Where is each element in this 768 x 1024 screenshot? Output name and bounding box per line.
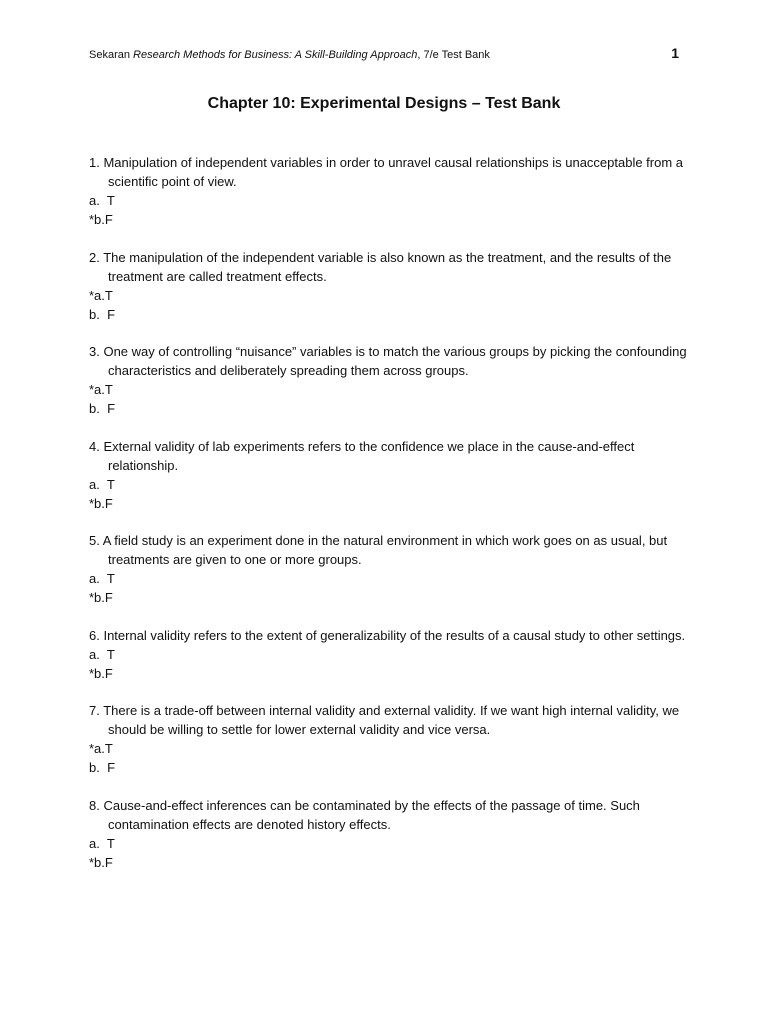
option-a: a. T [89,476,115,492]
option-b: *b.F [89,495,113,511]
question-3 [89,342,689,418]
option-a: *a.T [89,382,113,397]
option-a: *a.T [89,741,113,756]
option-a: a. T [89,193,115,208]
option-b: *b.F [89,854,113,870]
option-a: a. T [89,646,115,662]
header-suffix: , 7/e Test Bank [417,49,490,61]
question-7 [89,701,689,777]
option-b: *b.F [89,590,113,605]
option-a: *a.T [89,287,113,303]
option-b: *b.F [89,665,113,681]
question-stem: 5. A field study is an experiment done in the natural environment in which work goes on as usual, but treatments are given to one or more groups. [89,533,668,567]
header-text [89,48,490,62]
question-stem: 3. One way of controlling “nuisance” variables is to match the various groups by picking the confounding characteristics and deliberately spreading them across groups. [89,344,687,378]
option-b: b. F [89,306,116,322]
question-4 [89,437,689,513]
question-stem: 8. Cause-and-effect inferences can be contaminated by the effects of the passage of time. Such contamination effects are denoted history effects. [89,797,640,832]
option-a: a. T [89,835,115,851]
question-8 [89,796,689,872]
option-b: *b.F [89,212,113,227]
question-stem: 2. The manipulation of the independent variable is also known as the treatment, and the results of the treatment are called treatment effects. [89,249,672,284]
header-prefix: Sekaran [89,49,134,61]
question-6 [89,626,689,683]
running-header [89,45,679,64]
question-stem: 1. Manipulation of independent variables in order to unravel causal relationships is unacceptable from a scientific point of view. [89,155,684,189]
chapter-title: Chapter 10: Experimental Designs – Test Bank [207,95,561,112]
question-stem: 7. There is a trade-off between internal validity and external validity. If we want high internal validity, we should be willing to settle for lower external validity and vice versa. [89,703,680,737]
question-stem: 6. Internal validity refers to the extent of generalizability of the results of a causal study to other settings. [89,627,686,643]
question-5 [89,531,689,607]
option-b: b. F [89,760,116,775]
header-book-title: Research Methods for Business: A Skill-Building Approach [133,49,418,61]
question-list [89,153,689,890]
page-number: 1 [671,45,679,61]
question-2 [89,248,689,324]
question-stem: 4. External validity of lab experiments refers to the confidence we place in the cause-and-effect relationship. [89,438,635,473]
option-a: a. T [89,571,115,586]
question-1 [89,153,689,229]
option-b: b. F [89,401,116,416]
